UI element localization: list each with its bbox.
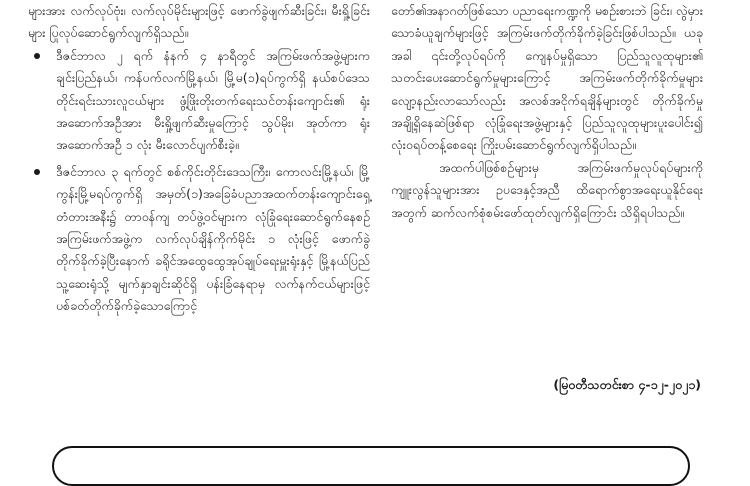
source-citation: (မြဝတီသတင်းစာ ၄-၁၂-၂၀၂၁) [553, 377, 701, 392]
right-paragraph-2: အထက်ပါဖြစ်စဉ်များမှ အကြမ်းဖက်မှုလုပ်ရပ်များကို ကျူးလွန်သူများအား ဥပဒေနှင့်အညီ ထိရောက်စွာအရေးယူနိုင်ရေးအတွက် ဆက်လက်စုံစမ်းဖော်ထုတ်လျက်ရှိကြောင်း သိရှိရပါသည်။ [391, 159, 703, 220]
right-paragraph-1: တော်၏အနာဂတ်ဖြစ်သော ပညာရေးကဏ္ဍကို မစဉ်းစားဘဲ ခြင်း၊ လွဲမှားသောခံယူချက်များဖြင့် အကြမ်းဖက်တိုက်ခိုက်ခဲ့ခြင်းဖြစ်ပါသည်။ ယခုအခါ ၎င်းတို့လုပ်ရပ်ကို ကျေနပ်မှုရှိသော ပြည်သူလူထုများ၏ သတင်းပေးဆောင်ရွက်မှုများကြောင့် အကြမ်းဖက်တိုက်ခိုက်မှုများ လျော့နည်းလာသော်လည်း အလစ်အငိုက်ရချိန်များတွင် တိုက်ခိုက်မှုအချို့ရှိနေဆဲဖြစ်ရာ လုံခြုံရေးအဖွဲ့များနှင့် ပြည်သူလူထုများပူးပေါင်း၍ လုံးဝရပ်တန့်စေရေး ကြိုးပမ်းဆောင်ရွက်လျက်ရှိပါသည်။ [391, 3, 703, 153]
bullet-icon [34, 53, 40, 59]
bullet-text-1: ဒီဇင်ဘာလ ၂ ရက် နံနက် ၄ နာရီတွင် အကြမ်းဖက်အဖွဲ့များက ချင်းပြည်နယ်၊ ကန်ပက်လက်မြို့နယ်၊ မြို့မ(၁)ရပ်ကွက်ရှိ နယ်စပ်ဒေသတိုင်းရင်းသားလူငယ်များ ဖွံ့ဖြိုးတိုးတက်ရေးသင်တန်းကျောင်း၏ ရုံးအဆောက်အဦအား မီးရှို့ဖျက်ဆီးမှုကြောင့် သွပ်မိုး၊ အုတ်ကာ ရုံးအဆောက်အဦ ၁ လုံး မီးလောင်ပျက်စီးခဲ့။ [56, 47, 370, 153]
bullet-item-1 [28, 45, 370, 157]
intro-paragraph: များအား လက်လုပ်ဗုံး၊ လက်လုပ်မိုင်းများဖြင့် ဖောက်ခွဲဖျက်ဆီးခြင်း၊ မီးရှို့ခြင်းများ ပြုလုပ်ဆောင်ရွက်လျက်ရှိသည်။ [28, 3, 370, 41]
bullet-text-2: ဒီဇင်ဘာလ ၃ ရက်တွင် စစ်ကိုင်းတိုင်းဒေသကြီး၊ ကောလင်းမြို့နယ်၊ မြို့ကွန်းမြို့မရပ်ကွက်ရှိ အမှတ်(၁)အခြေခံပညာအထက်တန်းကျောင်းရှေ့ တံတားအနီး၌ တာဝန်ကျ တပ်ဖွဲ့ဝင်များက လုံခြုံရေးဆောင်ရွက်နေစဉ် အကြမ်းဖက်အဖွဲ့က လက်လုပ်ချိန်ကိုက်မိုင်း ၁ လုံးဖြင့် ဖောက်ခွဲတိုက်ခိုက်ခဲ့ပြီးနောက် ခရိုင်အထွေထွေအုပ်ချုပ်ရေးမှူးရုံးနှင့် မြို့နယ်ပြည်သူ့ဆေးရုံသို့ မျက်နှာချင်းဆိုင်ရှိ ပန်းခြံနေရာမှ လက်နက်ငယ်များဖြင့် ပစ်ခတ်တိုက်ခိုက်ခဲ့သောကြောင့် [56, 163, 370, 314]
bullet-item-2 [28, 161, 370, 318]
right-column [391, 0, 703, 224]
left-column [28, 0, 370, 318]
bottom-frame-box [52, 446, 690, 486]
bullet-icon [34, 169, 40, 175]
